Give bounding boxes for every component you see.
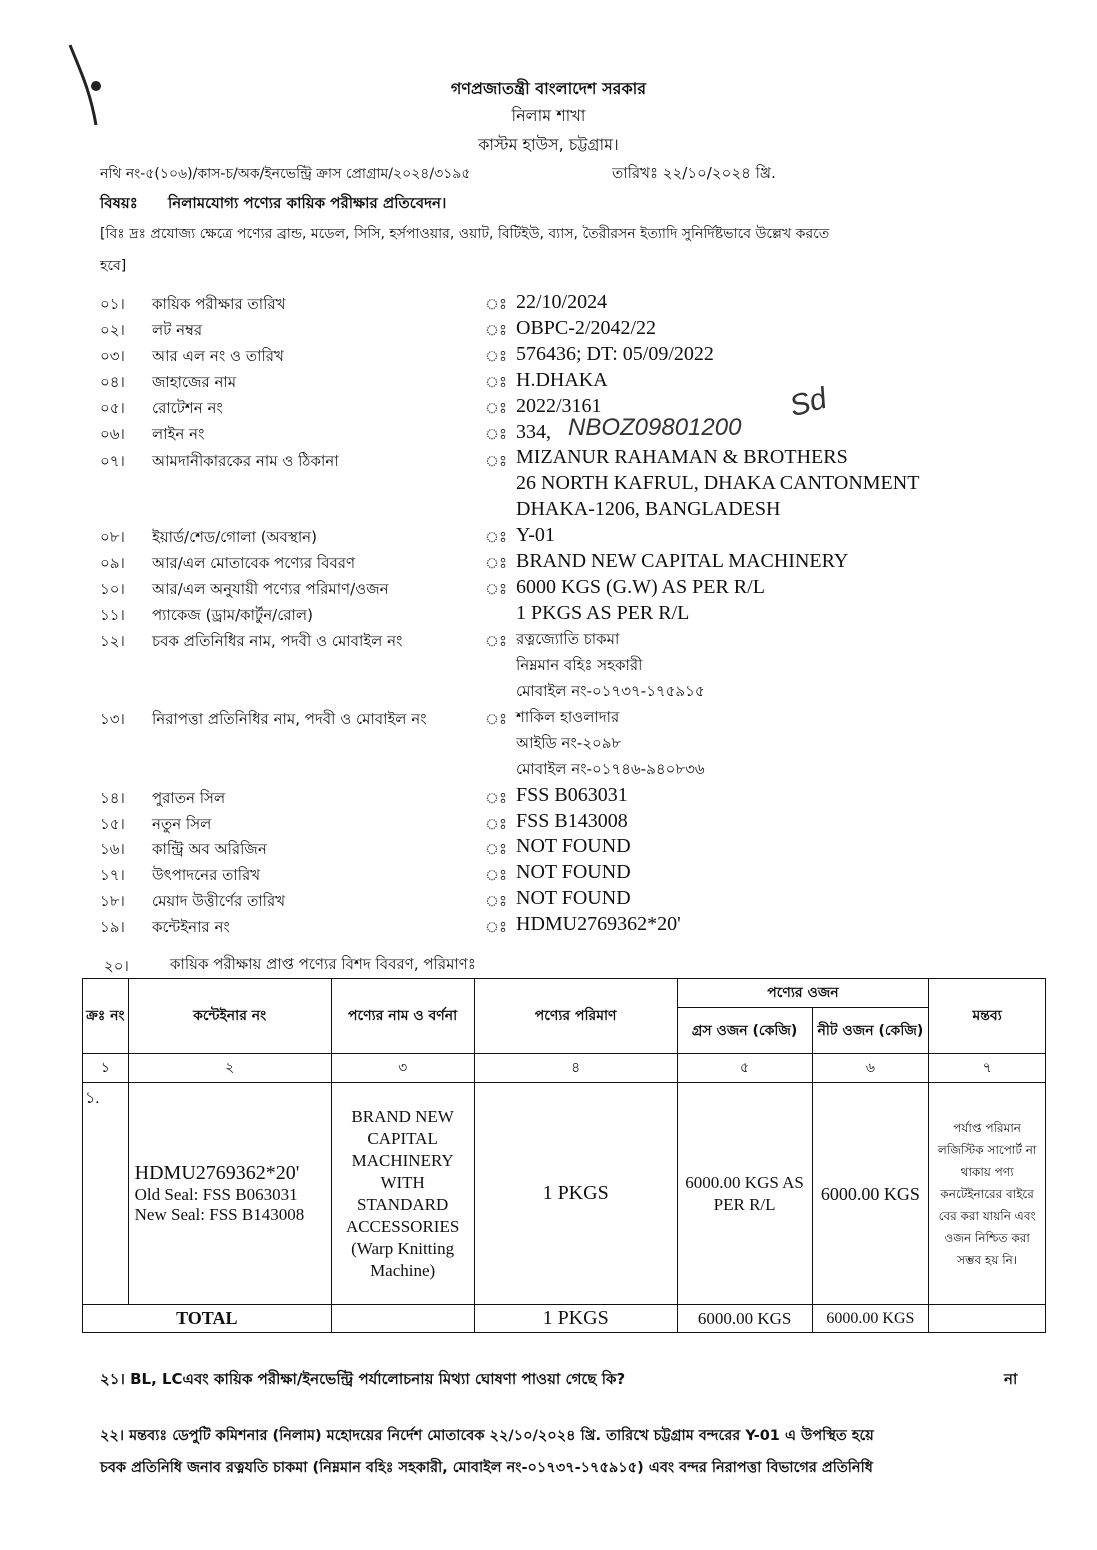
row-old-seal: Old Seal: FSS B063031 xyxy=(134,1185,298,1204)
item-number: ১১। xyxy=(100,606,125,624)
item-label: লাইন নং xyxy=(152,425,205,443)
item-label: মেয়াদ উত্তীর্ণের তারিখ xyxy=(152,892,286,910)
section-21-answer: না xyxy=(1004,1370,1018,1388)
table-row xyxy=(83,1083,1046,1305)
header-office: কাস্টম হাউস, চট্টগ্রাম। xyxy=(478,135,619,154)
item-number: ০৭। xyxy=(100,452,125,470)
item-label: আমদানীকারকের নাম ও ঠিকানা xyxy=(152,452,339,470)
item-number: ১৩। xyxy=(100,710,125,728)
section-21-question: ২১। BL, LCএবং কায়িক পরীক্ষা/ইনভেন্ট্রি পর্যালোচনায় মিথ্যা ঘোষণা পাওয়া গেছে কি? xyxy=(100,1370,626,1388)
total-gross: 6000.00 KGS xyxy=(677,1305,812,1333)
item-value: DHAKA-1206, BANGLADESH xyxy=(516,498,781,520)
item-label: প্যাকেজ (ড্রাম/কার্টুন/রোল) xyxy=(152,606,313,624)
item-number: ১৯। xyxy=(100,918,125,936)
item-number: ১৪। xyxy=(100,789,125,807)
total-row xyxy=(83,1305,1046,1333)
item-label: উৎপাদনের তারিখ xyxy=(152,866,261,884)
subject-text: নিলামযোগ্য পণ্যের কায়িক পরীক্ষার প্রতিবেদন। xyxy=(168,194,447,212)
item-value: HDMU2769362*20' xyxy=(516,913,681,935)
item-number: ১৫। xyxy=(100,815,125,833)
header-net-weight: নীট ওজন (কেজি) xyxy=(812,1008,929,1054)
total-label: TOTAL xyxy=(83,1305,332,1333)
item-value: রত্নজ্যোতি চাকমা xyxy=(516,630,620,648)
total-quantity: 1 PKGS xyxy=(474,1305,677,1333)
header-gross-weight: গ্রস ওজন (কেজি) xyxy=(677,1008,812,1054)
header-remarks: মন্তব্য xyxy=(929,979,1046,1054)
row-container xyxy=(128,1083,331,1305)
header-section: নিলাম শাখা xyxy=(511,106,586,125)
row-goods: BRAND NEW CAPITAL MACHINERY WITH STANDARD ACCESSORIES (Warp Knitting Machine) xyxy=(331,1083,474,1305)
item-value: 576436; DT: 05/09/2022 xyxy=(516,343,714,365)
note-line-2: হবে] xyxy=(100,258,127,274)
row-remarks: পর্যাপ্ত পরিমান লজিস্টিক সাপোর্ট না থাকায় পণ্য কনটেইনারের বাইরে বের করা যায়নি এবং ওজন নিশ্চিত করা সম্ভব হয় নি। xyxy=(929,1083,1046,1305)
subject-label: বিষয়ঃ xyxy=(100,194,138,212)
section-20-number: ২০। xyxy=(104,957,129,975)
item-number: ১২। xyxy=(100,632,125,650)
item-label: রোটেশন নং xyxy=(152,399,223,417)
item-label: আর এল নং ও তারিখ xyxy=(152,347,284,365)
item-value: FSS B063031 xyxy=(516,784,628,806)
item-number: ০৮। xyxy=(100,528,125,546)
item-value: মোবাইল নং-০১৭৪৬-৯৪০৮৩৬ xyxy=(516,760,705,778)
item-value: NOT FOUND xyxy=(516,861,631,883)
item-label: কন্টেইনার নং xyxy=(152,918,230,936)
item-value: শাকিল হাওলাদার xyxy=(516,708,620,726)
item-value: নিম্নমান বহিঃ সহকারী xyxy=(516,656,643,674)
column-number-row: ১ ২ ৩ ৪ ৫ ৬ ৭ xyxy=(83,1054,1046,1083)
file-number: নথি নং-৫(১০৬)/কাস-চ/অক/ইনভেন্ট্রি ক্রাস প্রোগ্রাম/২০২৪/৩১৯৫ xyxy=(100,166,471,182)
item-number: ০৫। xyxy=(100,399,125,417)
item-value: BRAND NEW CAPITAL MACHINERY xyxy=(516,550,849,572)
item-value: 334, xyxy=(516,421,551,443)
section-22-line-1: ২২। মন্তব্যঃ ডেপুটি কমিশনার (নিলাম) মহোদয়ের নির্দেশ মোতাবেক ২২/১০/২০২৪ খ্রি. তারিখে চট্টগ্রাম বন্দরের Y-01 এ উপস্থিত হয়ে xyxy=(100,1428,874,1444)
row-gross-weight: 6000.00 KGS AS PER R/L xyxy=(677,1083,812,1305)
item-number: ১০। xyxy=(100,580,125,598)
item-label: চবক প্রতিনিধির নাম, পদবী ও মোবাইল নং xyxy=(152,632,403,650)
section-20-title: কায়িক পরীক্ষায় প্রাপ্ত পণ্যের বিশদ বিবরণ, পরিমাণঃ xyxy=(170,955,476,973)
item-number: ১৬। xyxy=(100,840,125,858)
item-number: ০৩। xyxy=(100,347,125,365)
row-quantity: 1 PKGS xyxy=(474,1083,677,1305)
item-value: MIZANUR RAHAMAN & BROTHERS xyxy=(516,446,848,468)
item-number: ০১। xyxy=(100,295,125,313)
item-label: কান্ট্রি অব অরিজিন xyxy=(152,840,267,858)
item-value: 2022/3161 xyxy=(516,395,602,417)
item-label: নতুন সিল xyxy=(152,815,212,833)
item-number: ০৯। xyxy=(100,554,125,572)
item-label: জাহাজের নাম xyxy=(152,373,237,391)
item-value: 6000 KGS (G.W) AS PER R/L xyxy=(516,576,765,598)
item-label: আর/এল মোতাবেক পণ্যের বিবরণ xyxy=(152,554,356,572)
item-value: আইডি নং-২০৯৮ xyxy=(516,734,622,752)
item-number: ০৬। xyxy=(100,425,125,443)
header-weight-group: পণ্যের ওজন xyxy=(677,979,929,1008)
total-net: 6000.00 KGS xyxy=(812,1305,929,1333)
item-value: NOT FOUND xyxy=(516,887,631,909)
item-label: আর/এল অনুযায়ী পণ্যের পরিমাণ/ওজন xyxy=(152,580,389,598)
handwritten-line-number: NBOZ09801200 xyxy=(568,414,742,441)
header-sl: ক্রঃ নং xyxy=(83,979,129,1054)
item-value: মোবাইল নং-০১৭৩৭-১৭৫৯১৫ xyxy=(516,682,705,700)
goods-table xyxy=(82,978,1046,1333)
row-sl: ১. xyxy=(83,1083,129,1305)
item-number: ০২। xyxy=(100,321,125,339)
item-label: কায়িক পরীক্ষার তারিখ xyxy=(152,295,286,313)
row-new-seal: New Seal: FSS B143008 xyxy=(134,1205,305,1224)
note-line-1: [বিঃ দ্রঃ প্রযোজ্য ক্ষেত্রে পণ্যের ব্রান্ড, মডেল, সিসি, হর্সপাওয়ার, ওয়াট, বিটিইউ, ব্যাস, তৈরীরসন ইত্যাদি সুনির্দিষ্টভাবে উল্লেখ করতে xyxy=(100,226,830,242)
item-value: 22/10/2024 xyxy=(516,291,608,313)
item-value: 26 NORTH KAFRUL, DHAKA CANTONMENT xyxy=(516,472,920,494)
row-container-number: HDMU2769362*20' xyxy=(134,1162,300,1184)
item-value: NOT FOUND xyxy=(516,835,631,857)
item-value: 1 PKGS AS PER R/L xyxy=(516,602,690,624)
handwritten-initials: Sd xyxy=(786,381,831,424)
header-container: কন্টেইনার নং xyxy=(128,979,331,1054)
header-quantity: পণ্যের পরিমাণ xyxy=(474,979,677,1054)
item-label: নিরাপত্তা প্রতিনিধির নাম, পদবী ও মোবাইল নং xyxy=(152,710,427,728)
item-value: OBPC-2/2042/22 xyxy=(516,317,657,339)
header-goods: পণ্যের নাম ও বর্ণনা xyxy=(331,979,474,1054)
ref-date: তারিখঃ ২২/১০/২০২৪ খ্রি. xyxy=(612,164,776,182)
item-label: লট নম্বর xyxy=(152,321,203,339)
item-label: ইয়ার্ড/শেড/গোলা (অবস্থান) xyxy=(152,528,317,546)
item-number: ০৪। xyxy=(100,373,125,391)
row-net-weight: 6000.00 KGS xyxy=(812,1083,929,1305)
section-22-line-2: চবক প্রতিনিধি জনাব রত্নযতি চাকমা (নিম্নমান বহিঃ সহকারী, মোবাইল নং-০১৭৩৭-১৭৫৯১৫) এবং বন্দর নিরাপত্তা বিভাগের প্রতিনিধি xyxy=(100,1460,873,1476)
item-value: Y-01 xyxy=(516,524,555,546)
item-number: ১৮। xyxy=(100,892,125,910)
item-value: FSS B143008 xyxy=(516,810,628,832)
header-government: গণপ্রজাতন্ত্রী বাংলাদেশ সরকার xyxy=(450,79,647,98)
item-number: ১৭। xyxy=(100,866,125,884)
item-value: H.DHAKA xyxy=(516,369,608,391)
item-label: পুরাতন সিল xyxy=(152,789,226,807)
